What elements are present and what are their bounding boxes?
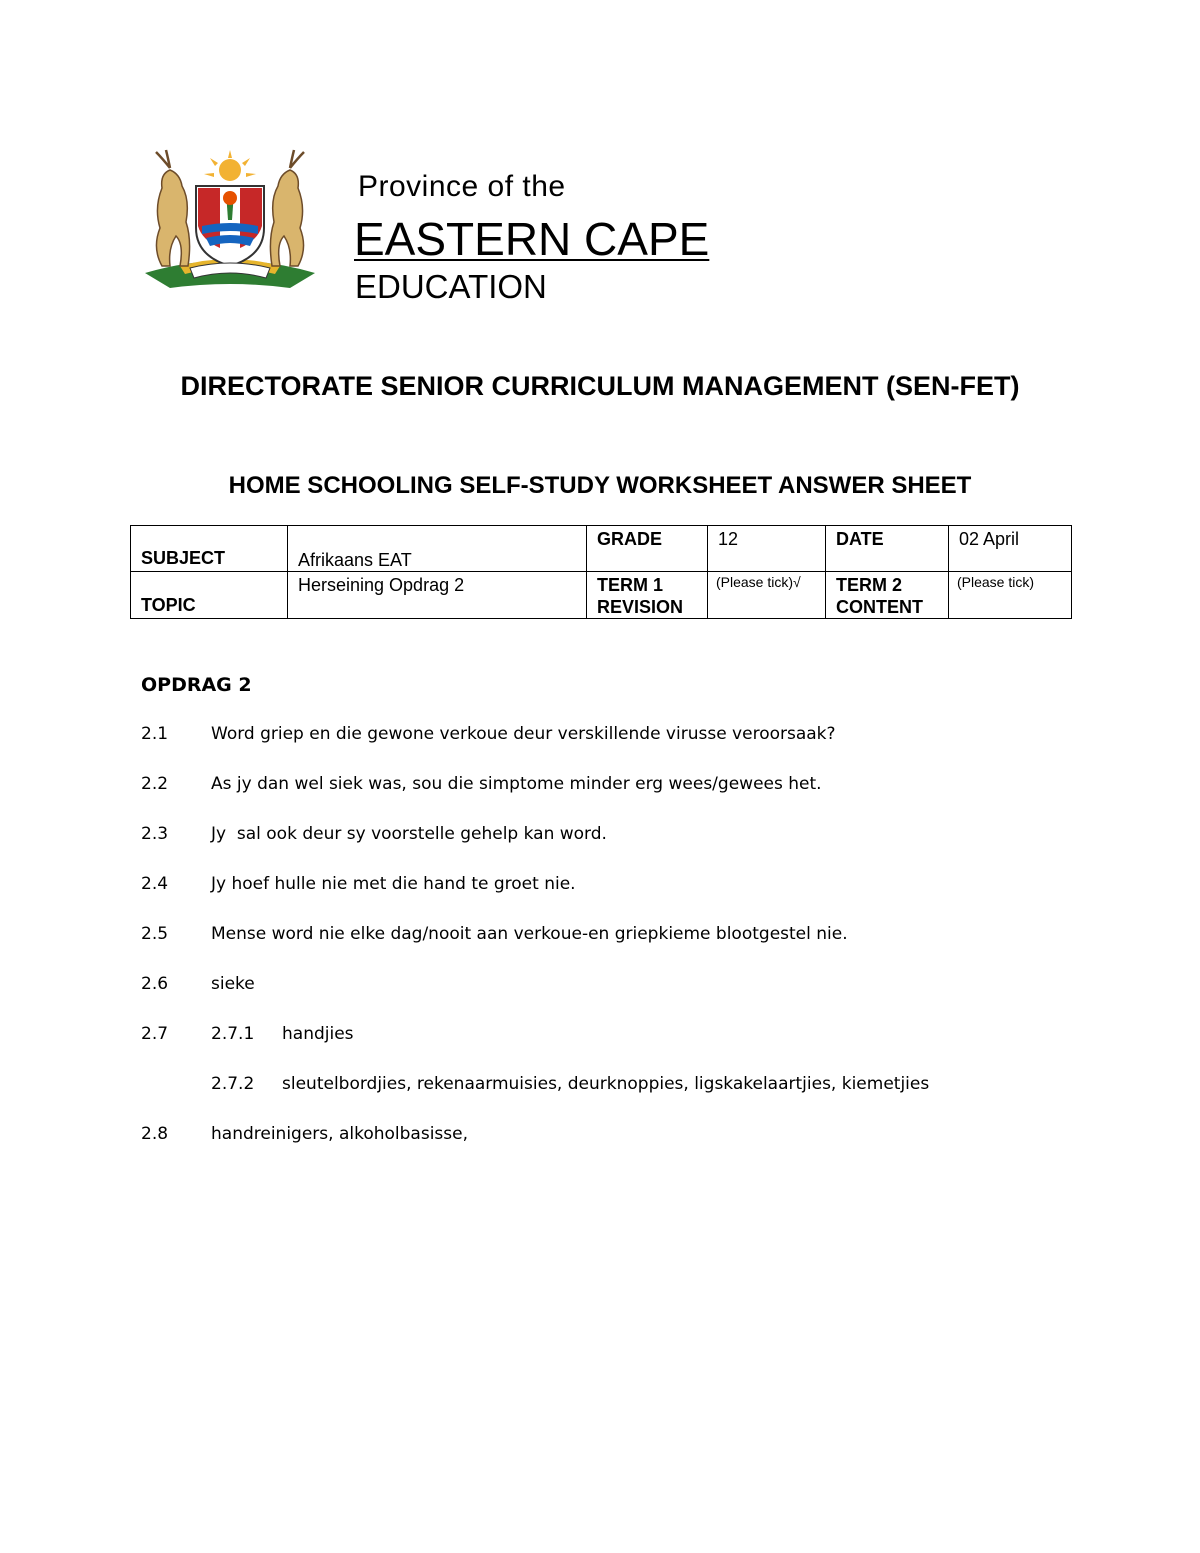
answer-number: 2.7 bbox=[141, 1024, 169, 1044]
sheet-title: HOME SCHOOLING SELF-STUDY WORKSHEET ANSWER SHEET bbox=[228, 472, 972, 499]
directorate-heading: DIRECTORATE SENIOR CURRICULUM MANAGEMENT (SEN-FET) bbox=[180, 371, 1020, 401]
answer-number: 2.8 bbox=[141, 1124, 169, 1144]
topic-label: TOPIC bbox=[131, 572, 288, 619]
answer-number: 2.1 bbox=[141, 724, 169, 744]
term1-label-line2: REVISION bbox=[597, 597, 684, 617]
answer-number: 2.6 bbox=[141, 974, 169, 994]
term1-tick: (Please tick)√ bbox=[708, 572, 826, 619]
subject-value: Afrikaans EAT bbox=[288, 526, 587, 572]
answer-number: 2.2 bbox=[141, 774, 169, 794]
opdrag-heading: OPDRAG 2 bbox=[141, 674, 252, 696]
table-row bbox=[131, 526, 1072, 572]
answer-text: handjies bbox=[282, 1024, 354, 1044]
answer-text: Mense word nie elke dag/nooit aan verkoue-en griepkieme blootgestel nie. bbox=[211, 924, 848, 944]
term2-label-line1: TERM 2 bbox=[836, 575, 903, 595]
answer-text: Jy sal ook deur sy voorstelle gehelp kan word. bbox=[211, 824, 607, 844]
table-row bbox=[131, 572, 1072, 619]
topic-value: Herseining Opdrag 2 bbox=[288, 572, 587, 619]
answer-text: sleutelbordjies, rekenaarmuisies, deurknoppies, ligskakelaartjies, kiemetjies bbox=[282, 1074, 930, 1094]
term1-label bbox=[587, 572, 708, 619]
answer-text: Word griep en die gewone verkoue deur verskillende virusse veroorsaak? bbox=[211, 724, 836, 744]
term2-label bbox=[826, 572, 949, 619]
answer-text: Jy hoef hulle nie met die hand te groet nie. bbox=[211, 874, 576, 894]
subject-label: SUBJECT bbox=[131, 526, 288, 572]
letterhead-province: Province of the bbox=[358, 170, 566, 203]
term2-label-line2: CONTENT bbox=[836, 597, 923, 617]
date-label: DATE bbox=[826, 526, 949, 572]
answer-number: 2.4 bbox=[141, 874, 169, 894]
term1-label-line1: TERM 1 bbox=[597, 575, 664, 595]
eastern-cape-coat-of-arms-icon bbox=[140, 148, 320, 293]
letterhead-eastern-cape: EASTERN CAPE bbox=[354, 213, 710, 265]
worksheet-info-table bbox=[130, 525, 1072, 619]
answer-text: handreinigers, alkoholbasisse, bbox=[211, 1124, 469, 1144]
letterhead-education: EDUCATION bbox=[355, 268, 547, 305]
answer-text: As jy dan wel siek was, sou die simptome minder erg wees/gewees het. bbox=[211, 774, 822, 794]
answer-subnumber: 2.7.2 bbox=[211, 1074, 255, 1094]
grade-label: GRADE bbox=[587, 526, 708, 572]
answer-number: 2.3 bbox=[141, 824, 169, 844]
answer-text: sieke bbox=[211, 974, 255, 994]
date-value: 02 April bbox=[949, 526, 1072, 572]
answer-number: 2.5 bbox=[141, 924, 169, 944]
grade-value: 12 bbox=[708, 526, 826, 572]
term2-tick: (Please tick) bbox=[949, 572, 1072, 619]
answer-subnumber: 2.7.1 bbox=[211, 1024, 255, 1044]
